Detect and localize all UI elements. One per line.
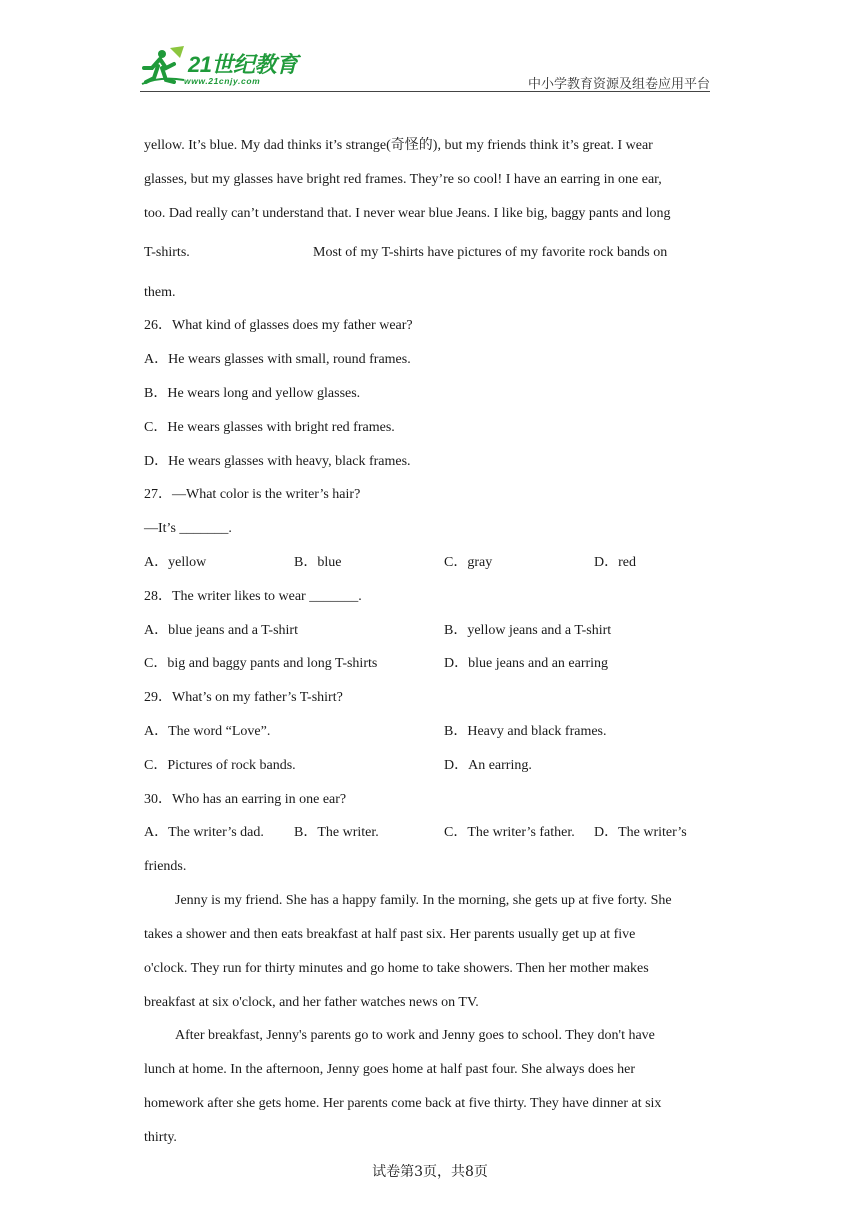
passage-line: breakfast at six o'clock, and her father watches news on TV. xyxy=(144,995,479,1010)
passage-line: homework after she gets home. Her parents come back at five thirty. They have dinner at six xyxy=(144,1096,662,1111)
page-footer: 试卷第3页，共8页 xyxy=(372,1164,488,1180)
passage-line: Jenny is my friend. She has a happy family. In the morning, she gets up at five forty. She xyxy=(175,893,672,908)
question-stem: 28．The writer likes to wear _______. xyxy=(144,589,362,604)
passage-line: After breakfast, Jenny's parents go to work and Jenny goes to school. They don't have xyxy=(175,1028,655,1043)
option-d: D．An earring. xyxy=(444,758,532,773)
option-d-continued: friends. xyxy=(144,859,187,874)
option-a: A．He wears glasses with small, round frames. xyxy=(144,352,411,367)
option-c: C．gray xyxy=(444,555,493,570)
option-b: B．Heavy and black frames. xyxy=(444,724,607,739)
logo-text: 21世纪教育 xyxy=(188,52,298,77)
passage-line: T-shirts. xyxy=(144,245,190,260)
page-header xyxy=(0,0,860,100)
passage-line: too. Dad really can’t understand that. I never wear blue Jeans. I like big, baggy pants and long xyxy=(144,206,671,221)
question-stem: 29．What’s on my father’s T-shirt? xyxy=(144,690,343,705)
option-a: A．blue jeans and a T-shirt xyxy=(144,623,298,638)
question-stem: 27．—What color is the writer’s hair? xyxy=(144,487,361,502)
question-stem-answer: —It’s _______. xyxy=(144,521,232,536)
question-stem: 26．What kind of glasses does my father wear? xyxy=(144,318,413,333)
option-b: B．yellow jeans and a T-shirt xyxy=(444,623,612,638)
passage-line: Most of my T-shirts have pictures of my favorite rock bands on xyxy=(313,245,668,260)
option-a: A．The word “Love”. xyxy=(144,724,271,739)
option-d: D．He wears glasses with heavy, black frames. xyxy=(144,454,411,469)
passage-line: takes a shower and then eats breakfast at half past six. Her parents usually get up at five xyxy=(144,927,636,942)
passage-line: thirty. xyxy=(144,1130,177,1145)
option-c: C．big and baggy pants and long T-shirts xyxy=(144,656,378,671)
option-c: C．The writer’s father. xyxy=(444,825,575,840)
logo-url: www.21cnjy.com xyxy=(184,76,261,86)
option-b: B．He wears long and yellow glasses. xyxy=(144,386,361,401)
option-a: A．yellow xyxy=(144,555,207,570)
header-divider xyxy=(140,91,710,92)
question-stem: 30．Who has an earring in one ear? xyxy=(144,792,347,807)
passage-line: glasses, but my glasses have bright red frames. They’re so cool! I have an earring in one ear, xyxy=(144,172,662,187)
option-d: D．The writer’s xyxy=(594,825,687,840)
platform-name: 中小学教育资源及组卷应用平台 xyxy=(527,77,710,92)
option-b: B．blue xyxy=(294,555,342,570)
option-a: A．The writer’s dad. xyxy=(144,825,264,840)
passage-line: lunch at home. In the afternoon, Jenny goes home at half past four. She always does her xyxy=(144,1062,636,1077)
runner-logo-icon xyxy=(140,46,186,86)
option-c: C．He wears glasses with bright red frames. xyxy=(144,420,395,435)
option-d: D．red xyxy=(594,555,636,570)
option-b: B．The writer. xyxy=(294,825,379,840)
option-d: D．blue jeans and an earring xyxy=(444,656,609,671)
passage-line: them. xyxy=(144,285,176,300)
option-c: C．Pictures of rock bands. xyxy=(144,758,296,773)
passage-line: o'clock. They run for thirty minutes and go home to take showers. Then her mother makes xyxy=(144,961,649,976)
passage-line: yellow. It’s blue. My dad thinks it’s strange(奇怪的), but my friends think it’s great. I wear xyxy=(144,138,653,153)
logo xyxy=(140,46,330,92)
